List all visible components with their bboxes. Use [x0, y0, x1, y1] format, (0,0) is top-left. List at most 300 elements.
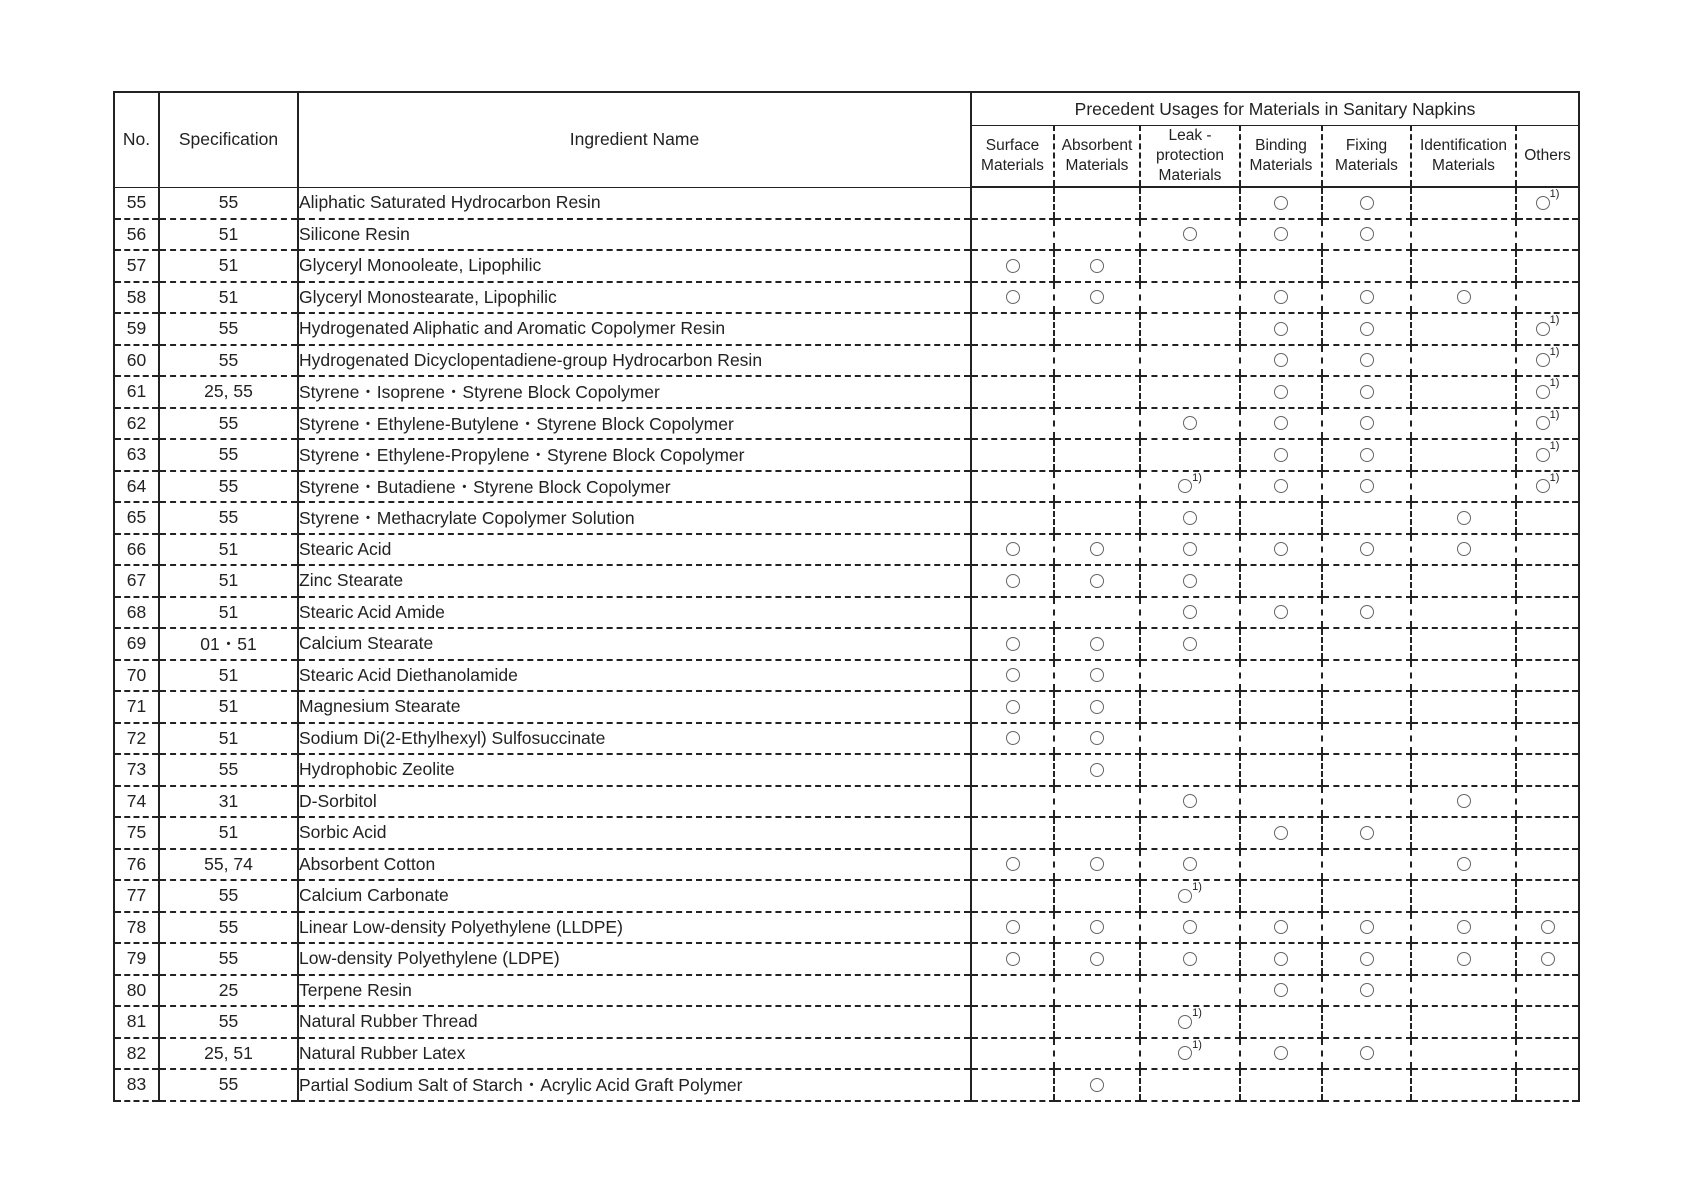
table-body: [114, 187, 1579, 1101]
usage-cell-absorbent: [1054, 880, 1140, 912]
usage-cell-surface: [971, 943, 1054, 975]
usage-cell-surface: [971, 691, 1054, 723]
table-row: [114, 534, 1579, 566]
usage-cell-identification: [1411, 849, 1516, 881]
table-row: [114, 849, 1579, 881]
usage-cell-identification: [1411, 1038, 1516, 1070]
usage-circle-icon: [1360, 353, 1374, 367]
usage-circle-icon: [1274, 416, 1288, 430]
usage-cell-surface: [971, 250, 1054, 282]
row-ingredient-name: Natural Rubber Latex: [298, 1038, 971, 1070]
usage-cell-absorbent: [1054, 471, 1140, 503]
usage-cell-identification: [1411, 313, 1516, 345]
usage-circle-icon: [1006, 637, 1020, 651]
usage-cell-absorbent: [1054, 187, 1140, 219]
usage-cell-surface: [971, 880, 1054, 912]
usage-cell-identification: [1411, 534, 1516, 566]
usage-circle-icon: [1183, 542, 1197, 556]
usage-circle-icon: [1360, 542, 1374, 556]
usage-circle-icon: [1274, 920, 1288, 934]
usage-cell-identification: [1411, 187, 1516, 219]
usage-cell-identification: [1411, 975, 1516, 1007]
usage-cell-others: [1516, 817, 1579, 849]
usage-cell-surface: [971, 660, 1054, 692]
usage-circle-icon: [1360, 983, 1374, 997]
row-number: 61: [114, 376, 159, 408]
row-ingredient-name: Hydrogenated Dicyclopentadiene-group Hydrocarbon Resin: [298, 345, 971, 377]
usage-cell-others: [1516, 502, 1579, 534]
usage-circle-icon: [1090, 574, 1104, 588]
usage-circle-icon: [1360, 385, 1374, 399]
usage-cell-fixing: [1322, 786, 1411, 818]
usage-circle-icon: [1006, 290, 1020, 304]
usage-circle-icon: [1536, 479, 1550, 493]
usage-cell-binding: [1240, 408, 1322, 440]
usage-cell-others: [1516, 219, 1579, 251]
row-number: 66: [114, 534, 159, 566]
footnote-mark: 1): [1192, 471, 1202, 484]
row-specification: 55: [159, 502, 298, 534]
row-specification: 25: [159, 975, 298, 1007]
usage-circle-icon: [1274, 322, 1288, 336]
usage-circle-icon: [1274, 385, 1288, 399]
usage-cell-leak-protection: [1140, 597, 1240, 629]
usage-circle-icon: [1090, 700, 1104, 714]
usage-cell-binding: [1240, 345, 1322, 377]
usage-cell-surface: [971, 723, 1054, 755]
usage-cell-others: [1516, 786, 1579, 818]
row-specification: 51: [159, 282, 298, 314]
row-ingredient-name: Glyceryl Monooleate, Lipophilic: [298, 250, 971, 282]
header-others: Others: [1516, 126, 1579, 188]
usage-cell-leak-protection: [1140, 187, 1240, 219]
usage-cell-surface: [971, 628, 1054, 660]
usage-cell-identification: [1411, 597, 1516, 629]
usage-circle-icon: [1360, 826, 1374, 840]
usage-cell-identification: [1411, 691, 1516, 723]
footnote-mark: 1): [1549, 471, 1560, 484]
table-row: [114, 597, 1579, 629]
usage-cell-leak-protection: [1140, 754, 1240, 786]
usage-cell-others: [1516, 597, 1579, 629]
usage-cell-leak-protection: [1140, 880, 1240, 912]
usage-cell-binding: [1240, 502, 1322, 534]
usage-cell-identification: [1411, 754, 1516, 786]
usage-cell-others: [1516, 250, 1579, 282]
usage-circle-icon: [1090, 731, 1104, 745]
row-number: 60: [114, 345, 159, 377]
header-no: No.: [114, 92, 159, 187]
usage-cell-surface: [971, 376, 1054, 408]
usage-circle-icon: [1360, 416, 1374, 430]
row-number: 75: [114, 817, 159, 849]
usage-circle-icon: [1360, 1046, 1374, 1060]
usage-circle-icon: [1274, 290, 1288, 304]
usage-cell-leak-protection: [1140, 282, 1240, 314]
header-binding-materials: Binding Materials: [1240, 126, 1322, 188]
usage-cell-fixing: [1322, 471, 1411, 503]
row-specification: 55: [159, 754, 298, 786]
table-row: [114, 943, 1579, 975]
usage-cell-identification: [1411, 250, 1516, 282]
usage-circle-icon: [1006, 542, 1020, 556]
footnote-mark: 1): [1192, 881, 1202, 894]
usage-circle-icon: [1274, 605, 1288, 619]
usage-circle-icon: [1006, 668, 1020, 682]
row-ingredient-name: Stearic Acid Diethanolamide: [298, 660, 971, 692]
usage-cell-leak-protection: [1140, 849, 1240, 881]
table-row: [114, 660, 1579, 692]
usage-cell-binding: [1240, 628, 1322, 660]
table-row: [114, 376, 1579, 408]
usage-cell-others: [1516, 975, 1579, 1007]
usage-cell-surface: [971, 187, 1054, 219]
usage-cell-fixing: [1322, 376, 1411, 408]
footnote-mark: 1): [1549, 408, 1560, 421]
usage-cell-binding: [1240, 1006, 1322, 1038]
usage-cell-others: [1516, 187, 1579, 219]
usage-circle-icon: [1183, 511, 1197, 525]
usage-cell-binding: [1240, 250, 1322, 282]
usage-cell-identification: [1411, 565, 1516, 597]
usage-cell-surface: [971, 912, 1054, 944]
usage-cell-leak-protection: [1140, 912, 1240, 944]
table-row: [114, 565, 1579, 597]
row-specification: 25, 51: [159, 1038, 298, 1070]
usage-cell-leak-protection: [1140, 534, 1240, 566]
row-specification: 31: [159, 786, 298, 818]
row-number: 81: [114, 1006, 159, 1038]
row-number: 62: [114, 408, 159, 440]
usage-cell-others: [1516, 691, 1579, 723]
table-row: [114, 912, 1579, 944]
usage-cell-others: [1516, 471, 1579, 503]
row-number: 71: [114, 691, 159, 723]
usage-cell-others: [1516, 943, 1579, 975]
usage-cell-leak-protection: [1140, 628, 1240, 660]
table-row: [114, 250, 1579, 282]
usage-cell-identification: [1411, 723, 1516, 755]
usage-cell-others: [1516, 1069, 1579, 1101]
usage-circle-icon: [1183, 416, 1197, 430]
footnote-mark: 1): [1192, 1038, 1202, 1051]
table-row: [114, 219, 1579, 251]
table-row: [114, 408, 1579, 440]
usage-circle-icon: [1457, 542, 1471, 556]
usage-circle-icon: [1183, 794, 1197, 808]
usage-circle-icon: [1536, 385, 1550, 399]
table-row: [114, 754, 1579, 786]
usage-cell-fixing: [1322, 1069, 1411, 1101]
usage-circle-icon: [1183, 952, 1197, 966]
header-surface-materials: Surface Materials: [971, 126, 1054, 188]
usage-circle-icon: [1360, 322, 1374, 336]
table-row: [114, 345, 1579, 377]
usage-cell-binding: [1240, 471, 1322, 503]
usage-cell-others: [1516, 313, 1579, 345]
usage-cell-fixing: [1322, 439, 1411, 471]
table-row: [114, 786, 1579, 818]
usage-circle-icon: [1183, 920, 1197, 934]
row-specification: 51: [159, 219, 298, 251]
row-specification: 51: [159, 250, 298, 282]
table-row: [114, 1069, 1579, 1101]
usage-cell-surface: [971, 439, 1054, 471]
footnote-mark: 1): [1549, 314, 1560, 327]
usage-cell-binding: [1240, 1069, 1322, 1101]
usage-cell-absorbent: [1054, 660, 1140, 692]
row-number: 73: [114, 754, 159, 786]
usage-cell-others: [1516, 660, 1579, 692]
usage-cell-fixing: [1322, 502, 1411, 534]
usage-cell-leak-protection: [1140, 345, 1240, 377]
usage-cell-fixing: [1322, 660, 1411, 692]
usage-cell-binding: [1240, 534, 1322, 566]
row-specification: 55: [159, 912, 298, 944]
usage-cell-identification: [1411, 628, 1516, 660]
usage-circle-icon: [1090, 763, 1104, 777]
row-ingredient-name: Partial Sodium Salt of Starch・Acrylic Acid Graft Polymer: [298, 1069, 971, 1101]
usage-circle-icon: [1536, 196, 1550, 210]
usage-cell-others: [1516, 912, 1579, 944]
row-specification: 25, 55: [159, 376, 298, 408]
usage-circle-icon: [1457, 857, 1471, 871]
usage-circle-icon: [1360, 479, 1374, 493]
usage-cell-absorbent: [1054, 1006, 1140, 1038]
usage-cell-binding: [1240, 817, 1322, 849]
usage-circle-icon: [1090, 290, 1104, 304]
row-specification: 55: [159, 408, 298, 440]
usage-cell-absorbent: [1054, 345, 1140, 377]
usage-circle-icon: [1090, 668, 1104, 682]
row-ingredient-name: Terpene Resin: [298, 975, 971, 1007]
usage-cell-absorbent: [1054, 691, 1140, 723]
header-identification-materials: Identification Materials: [1411, 126, 1516, 188]
usage-cell-leak-protection: [1140, 1038, 1240, 1070]
usage-cell-fixing: [1322, 880, 1411, 912]
usage-cell-absorbent: [1054, 754, 1140, 786]
row-ingredient-name: Absorbent Cotton: [298, 849, 971, 881]
usage-cell-fixing: [1322, 912, 1411, 944]
usage-cell-absorbent: [1054, 219, 1140, 251]
row-number: 69: [114, 628, 159, 660]
usage-cell-absorbent: [1054, 723, 1140, 755]
usage-circle-icon: [1006, 857, 1020, 871]
row-specification: 51: [159, 534, 298, 566]
usage-circle-icon: [1457, 794, 1471, 808]
usage-circle-icon: [1536, 416, 1550, 430]
usage-cell-absorbent: [1054, 313, 1140, 345]
usage-cell-fixing: [1322, 943, 1411, 975]
usage-circle-icon: [1274, 196, 1288, 210]
usage-cell-surface: [971, 502, 1054, 534]
usage-cell-binding: [1240, 1038, 1322, 1070]
usage-cell-absorbent: [1054, 849, 1140, 881]
usage-circle-icon: [1457, 290, 1471, 304]
usage-cell-fixing: [1322, 1038, 1411, 1070]
usage-cell-fixing: [1322, 628, 1411, 660]
usage-cell-leak-protection: [1140, 313, 1240, 345]
usage-circle-icon: [1274, 952, 1288, 966]
usage-cell-absorbent: [1054, 912, 1140, 944]
header-absorbent-materials: Absorbent Materials: [1054, 126, 1140, 188]
usage-circle-icon: [1090, 259, 1104, 273]
row-ingredient-name: Styrene・Butadiene・Styrene Block Copolymer: [298, 471, 971, 503]
usage-circle-icon: [1183, 637, 1197, 651]
usage-cell-others: [1516, 345, 1579, 377]
usage-cell-leak-protection: [1140, 723, 1240, 755]
usage-cell-identification: [1411, 817, 1516, 849]
usage-cell-identification: [1411, 219, 1516, 251]
table-row: [114, 1006, 1579, 1038]
header-precedent-usages: Precedent Usages for Materials in Sanitary Napkins: [971, 92, 1579, 126]
row-ingredient-name: Calcium Carbonate: [298, 880, 971, 912]
usage-cell-identification: [1411, 471, 1516, 503]
footnote-mark: 1): [1192, 1007, 1202, 1020]
usage-cell-others: [1516, 408, 1579, 440]
usage-cell-leak-protection: [1140, 502, 1240, 534]
usage-cell-binding: [1240, 943, 1322, 975]
row-number: 76: [114, 849, 159, 881]
row-specification: 55: [159, 439, 298, 471]
usage-cell-others: [1516, 376, 1579, 408]
row-number: 64: [114, 471, 159, 503]
usage-cell-absorbent: [1054, 1038, 1140, 1070]
usage-cell-surface: [971, 345, 1054, 377]
usage-cell-surface: [971, 565, 1054, 597]
usage-cell-binding: [1240, 282, 1322, 314]
usage-cell-absorbent: [1054, 282, 1140, 314]
row-specification: 55: [159, 471, 298, 503]
usage-circle-icon: [1090, 637, 1104, 651]
usage-cell-leak-protection: [1140, 943, 1240, 975]
usage-circle-icon: [1178, 1046, 1192, 1060]
usage-circle-icon: [1090, 857, 1104, 871]
row-ingredient-name: Glyceryl Monostearate, Lipophilic: [298, 282, 971, 314]
row-ingredient-name: Magnesium Stearate: [298, 691, 971, 723]
usage-circle-icon: [1006, 259, 1020, 273]
usage-cell-others: [1516, 723, 1579, 755]
usage-cell-fixing: [1322, 408, 1411, 440]
usage-cell-absorbent: [1054, 597, 1140, 629]
row-number: 82: [114, 1038, 159, 1070]
usage-circle-icon: [1360, 920, 1374, 934]
usage-cell-surface: [971, 975, 1054, 1007]
row-ingredient-name: Styrene・Ethylene-Propylene・Styrene Block Copolymer: [298, 439, 971, 471]
usage-cell-others: [1516, 628, 1579, 660]
usage-cell-binding: [1240, 376, 1322, 408]
usage-cell-identification: [1411, 660, 1516, 692]
usage-cell-identification: [1411, 502, 1516, 534]
usage-circle-icon: [1274, 983, 1288, 997]
usage-circle-icon: [1541, 952, 1555, 966]
usage-circle-icon: [1457, 511, 1471, 525]
usage-circle-icon: [1274, 826, 1288, 840]
row-specification: 55, 74: [159, 849, 298, 881]
usage-cell-others: [1516, 565, 1579, 597]
row-specification: 55: [159, 187, 298, 219]
usage-cell-leak-protection: [1140, 1006, 1240, 1038]
usage-cell-identification: [1411, 1069, 1516, 1101]
usage-cell-fixing: [1322, 219, 1411, 251]
usage-circle-icon: [1006, 700, 1020, 714]
usage-circle-icon: [1006, 920, 1020, 934]
usage-circle-icon: [1274, 353, 1288, 367]
usage-circle-icon: [1274, 227, 1288, 241]
usage-cell-leak-protection: [1140, 408, 1240, 440]
usage-cell-others: [1516, 282, 1579, 314]
row-specification: 55: [159, 880, 298, 912]
usage-cell-absorbent: [1054, 1069, 1140, 1101]
usage-cell-absorbent: [1054, 628, 1140, 660]
usage-cell-identification: [1411, 439, 1516, 471]
row-number: 79: [114, 943, 159, 975]
usage-cell-surface: [971, 408, 1054, 440]
usage-cell-absorbent: [1054, 786, 1140, 818]
row-number: 68: [114, 597, 159, 629]
table-row: [114, 817, 1579, 849]
table-row: [114, 723, 1579, 755]
usage-cell-absorbent: [1054, 943, 1140, 975]
usage-cell-absorbent: [1054, 502, 1140, 534]
usage-cell-others: [1516, 880, 1579, 912]
usage-cell-surface: [971, 534, 1054, 566]
row-number: 65: [114, 502, 159, 534]
ingredient-usage-table: [113, 91, 1580, 1102]
usage-cell-fixing: [1322, 754, 1411, 786]
usage-circle-icon: [1178, 1015, 1192, 1029]
usage-circle-icon: [1274, 542, 1288, 556]
row-number: 78: [114, 912, 159, 944]
row-specification: 51: [159, 660, 298, 692]
header-specification: Specification: [159, 92, 298, 187]
table-row: [114, 471, 1579, 503]
usage-cell-leak-protection: [1140, 1069, 1240, 1101]
usage-cell-leak-protection: [1140, 786, 1240, 818]
usage-circle-icon: [1360, 290, 1374, 304]
usage-cell-fixing: [1322, 1006, 1411, 1038]
usage-cell-identification: [1411, 376, 1516, 408]
table-row: [114, 1038, 1579, 1070]
usage-cell-leak-protection: [1140, 565, 1240, 597]
table-row: [114, 313, 1579, 345]
usage-circle-icon: [1183, 605, 1197, 619]
usage-circle-icon: [1457, 920, 1471, 934]
usage-cell-others: [1516, 534, 1579, 566]
row-ingredient-name: Aliphatic Saturated Hydrocarbon Resin: [298, 187, 971, 219]
usage-circle-icon: [1360, 448, 1374, 462]
usage-circle-icon: [1006, 731, 1020, 745]
row-number: 80: [114, 975, 159, 1007]
usage-cell-leak-protection: [1140, 376, 1240, 408]
usage-cell-identification: [1411, 408, 1516, 440]
usage-circle-icon: [1457, 952, 1471, 966]
usage-cell-fixing: [1322, 849, 1411, 881]
usage-cell-leak-protection: [1140, 471, 1240, 503]
usage-cell-absorbent: [1054, 975, 1140, 1007]
usage-cell-surface: [971, 1006, 1054, 1038]
usage-cell-absorbent: [1054, 250, 1140, 282]
usage-cell-binding: [1240, 880, 1322, 912]
header-ingredient-name: Ingredient Name: [298, 92, 971, 187]
row-ingredient-name: Sorbic Acid: [298, 817, 971, 849]
usage-cell-fixing: [1322, 282, 1411, 314]
row-specification: 51: [159, 691, 298, 723]
usage-cell-leak-protection: [1140, 660, 1240, 692]
row-ingredient-name: Hydrophobic Zeolite: [298, 754, 971, 786]
row-ingredient-name: Zinc Stearate: [298, 565, 971, 597]
row-ingredient-name: Styrene・Ethylene-Butylene・Styrene Block Copolymer: [298, 408, 971, 440]
